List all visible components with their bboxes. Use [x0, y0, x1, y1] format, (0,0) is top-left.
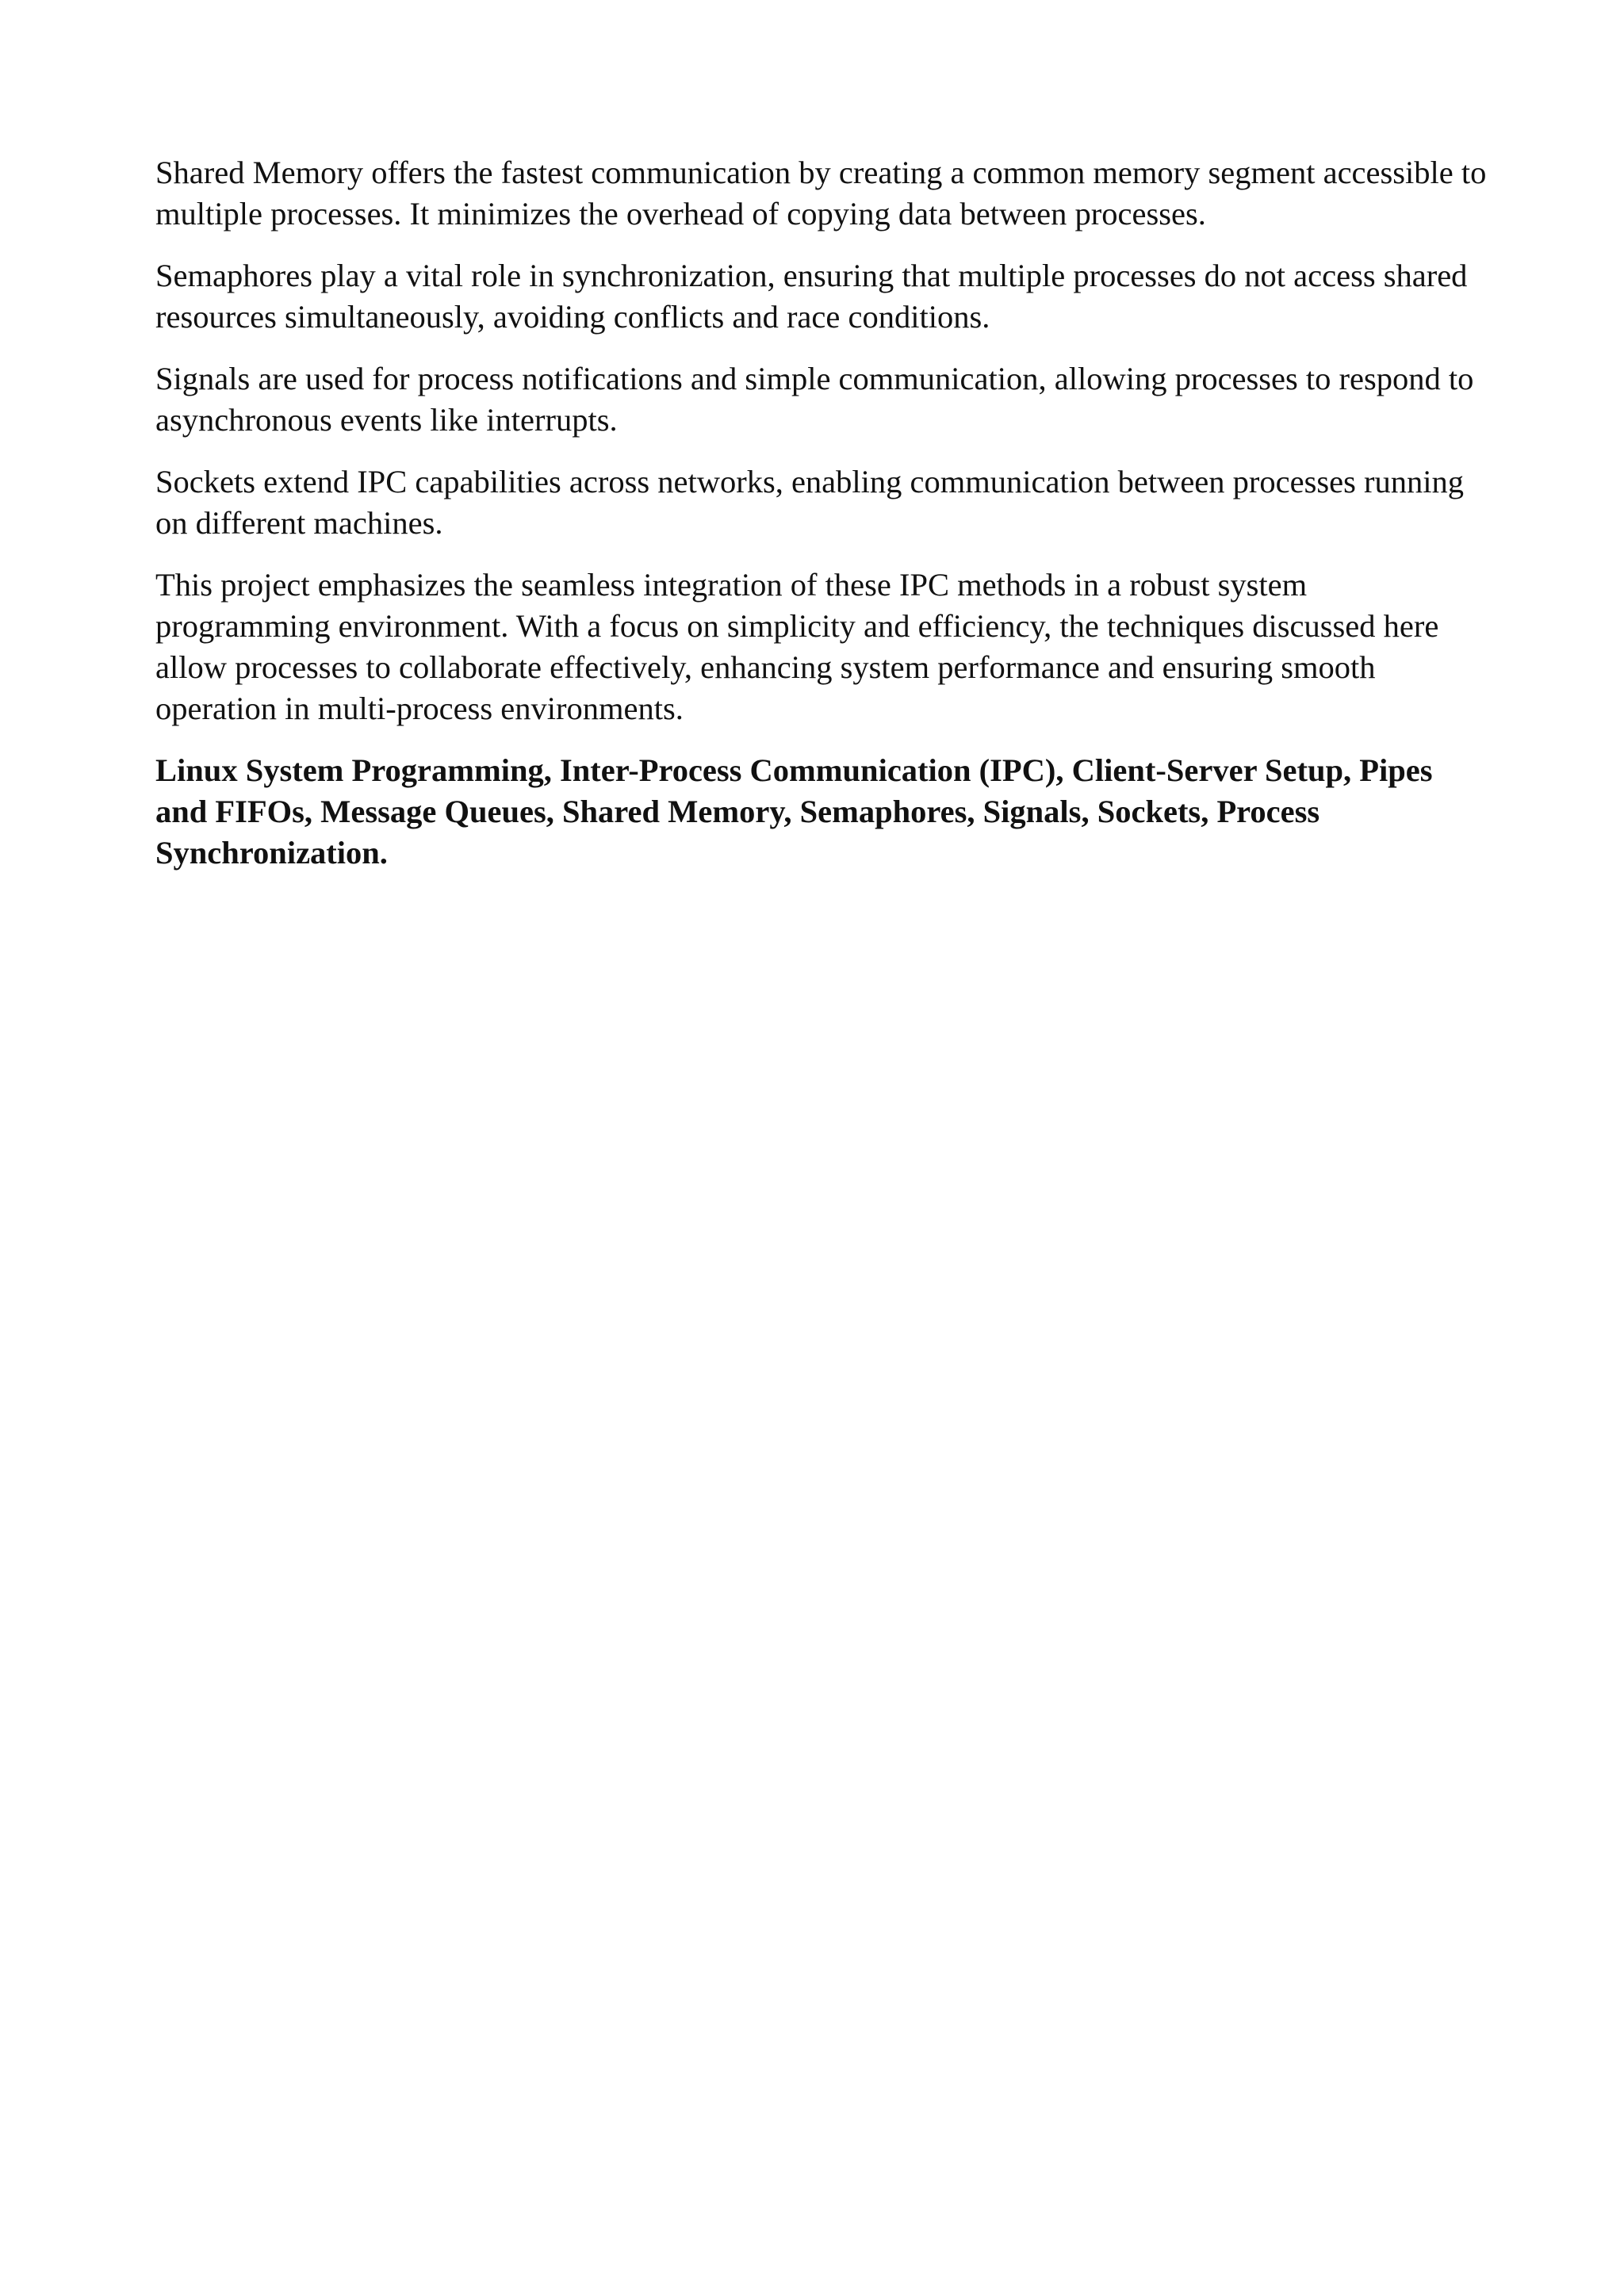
paragraph-project-summary: This project emphasizes the seamless integration of these IPC methods in a robust system programming environment. With a focus on simplicity and efficiency, the techniques discussed here allow processes to collaborate effectively, enhancing system performance and ensuring smooth operation in multi-process environments. [155, 567, 1439, 726]
paragraph-signals: Signals are used for process notifications and simple communication, allowing processes to respond to asynchronous events like interrupts. [155, 361, 1474, 438]
paragraph-sockets: Sockets extend IPC capabilities across networks, enabling communication between processes running on different machines. [155, 464, 1464, 541]
paragraph-semaphores: Semaphores play a vital role in synchronization, ensuring that multiple processes do not access shared resources simultaneously, avoiding conflicts and race conditions. [155, 258, 1468, 335]
paragraph-shared-memory: Shared Memory offers the fastest communication by creating a common memory segment accessible to multiple processes. It minimizes the overhead of copying data between processes. [155, 155, 1487, 232]
document-body [155, 152, 1488, 874]
keywords-list: Linux System Programming, Inter-Process Communication (IPC), Client-Server Setup, Pipes and FIFOs, Message Queues, Shared Memory, Semaphores, Signals, Sockets, Process Synchronization. [155, 752, 1433, 871]
